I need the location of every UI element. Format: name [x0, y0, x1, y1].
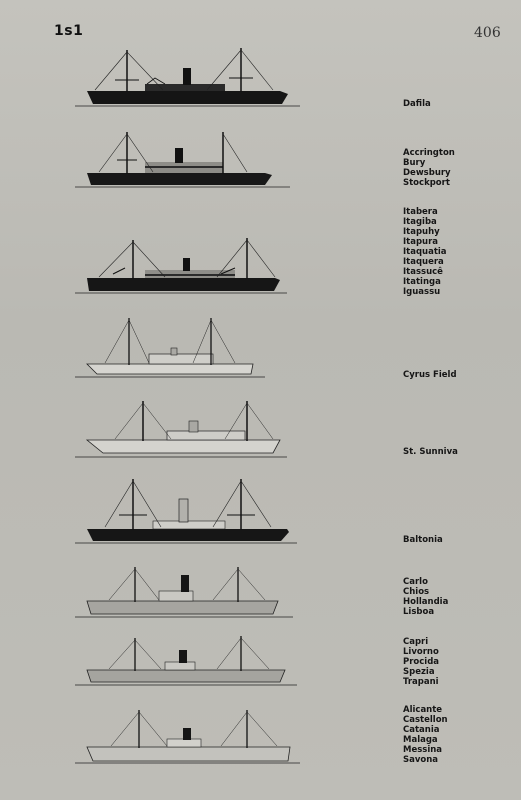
ship-name: Spezia: [403, 667, 435, 677]
ship-name: Iguassu: [403, 287, 441, 297]
ship-name: Carlo: [403, 577, 428, 587]
ship-name: Bury: [403, 158, 426, 168]
ship-name: Livorno: [403, 647, 439, 657]
ship-names-group-1: [403, 99, 431, 109]
ship-name: Accrington: [403, 148, 455, 158]
ship-name: Itabera: [403, 207, 438, 217]
ship-name: Malaga: [403, 735, 438, 745]
ship-names-group-9: [403, 705, 448, 765]
plate-number: 1s1: [54, 23, 84, 39]
ship-silhouette-baltonia: [75, 475, 310, 547]
ship-name: Itapuhy: [403, 227, 440, 237]
ship-name: Hollandia: [403, 597, 449, 607]
ship-silhouette-cyrus-field: [75, 312, 310, 384]
ship-name: Itaquatia: [403, 247, 447, 257]
ship-name: Alicante: [403, 705, 443, 715]
ship-silhouette-dafila: [75, 44, 310, 116]
ship-silhouette-st-sunniva: [75, 393, 310, 465]
ship-name: Savona: [403, 755, 439, 765]
ship-name: Messina: [403, 745, 443, 755]
ship-name: Baltonia: [403, 535, 443, 545]
ship-silhouette-itabera-class: [75, 230, 310, 302]
ship-name: Stockport: [403, 178, 450, 188]
ship-name: Trapani: [403, 677, 439, 687]
ship-name: Capri: [403, 637, 429, 647]
ship-name: Lisboa: [403, 607, 435, 617]
page-number: 406: [474, 25, 501, 41]
ship-names-group-5: [403, 447, 458, 457]
ship-names-group-7: [403, 577, 448, 617]
ship-name: Itaquera: [403, 257, 444, 267]
ship-silhouette-accrington-class: [75, 124, 310, 196]
ship-silhouette-alicante-class: [75, 706, 310, 778]
ship-names-group-3: [403, 207, 447, 297]
ship-name: Itagiba: [403, 217, 437, 227]
ship-silhouette-carlo-class: [75, 561, 310, 633]
ship-name: Dafila: [403, 99, 431, 109]
ship-names-group-4: [403, 370, 457, 380]
ship-silhouette-capri-class: [75, 632, 310, 704]
ship-name: Dewsbury: [403, 168, 451, 178]
ship-name: Procida: [403, 657, 440, 667]
ship-name: Catania: [403, 725, 440, 735]
ship-names-group-8: [403, 637, 439, 687]
ship-name: Itapura: [403, 237, 439, 247]
ship-names-group-2: [403, 148, 455, 188]
ship-name: St. Sunniva: [403, 447, 458, 457]
ship-names-group-6: [403, 535, 443, 545]
ship-name: Itassucê: [403, 267, 443, 277]
ship-name: Castellon: [403, 715, 448, 725]
ship-name: Cyrus Field: [403, 370, 457, 380]
ship-name: Chios: [403, 587, 430, 597]
ship-name: Itatinga: [403, 277, 441, 287]
